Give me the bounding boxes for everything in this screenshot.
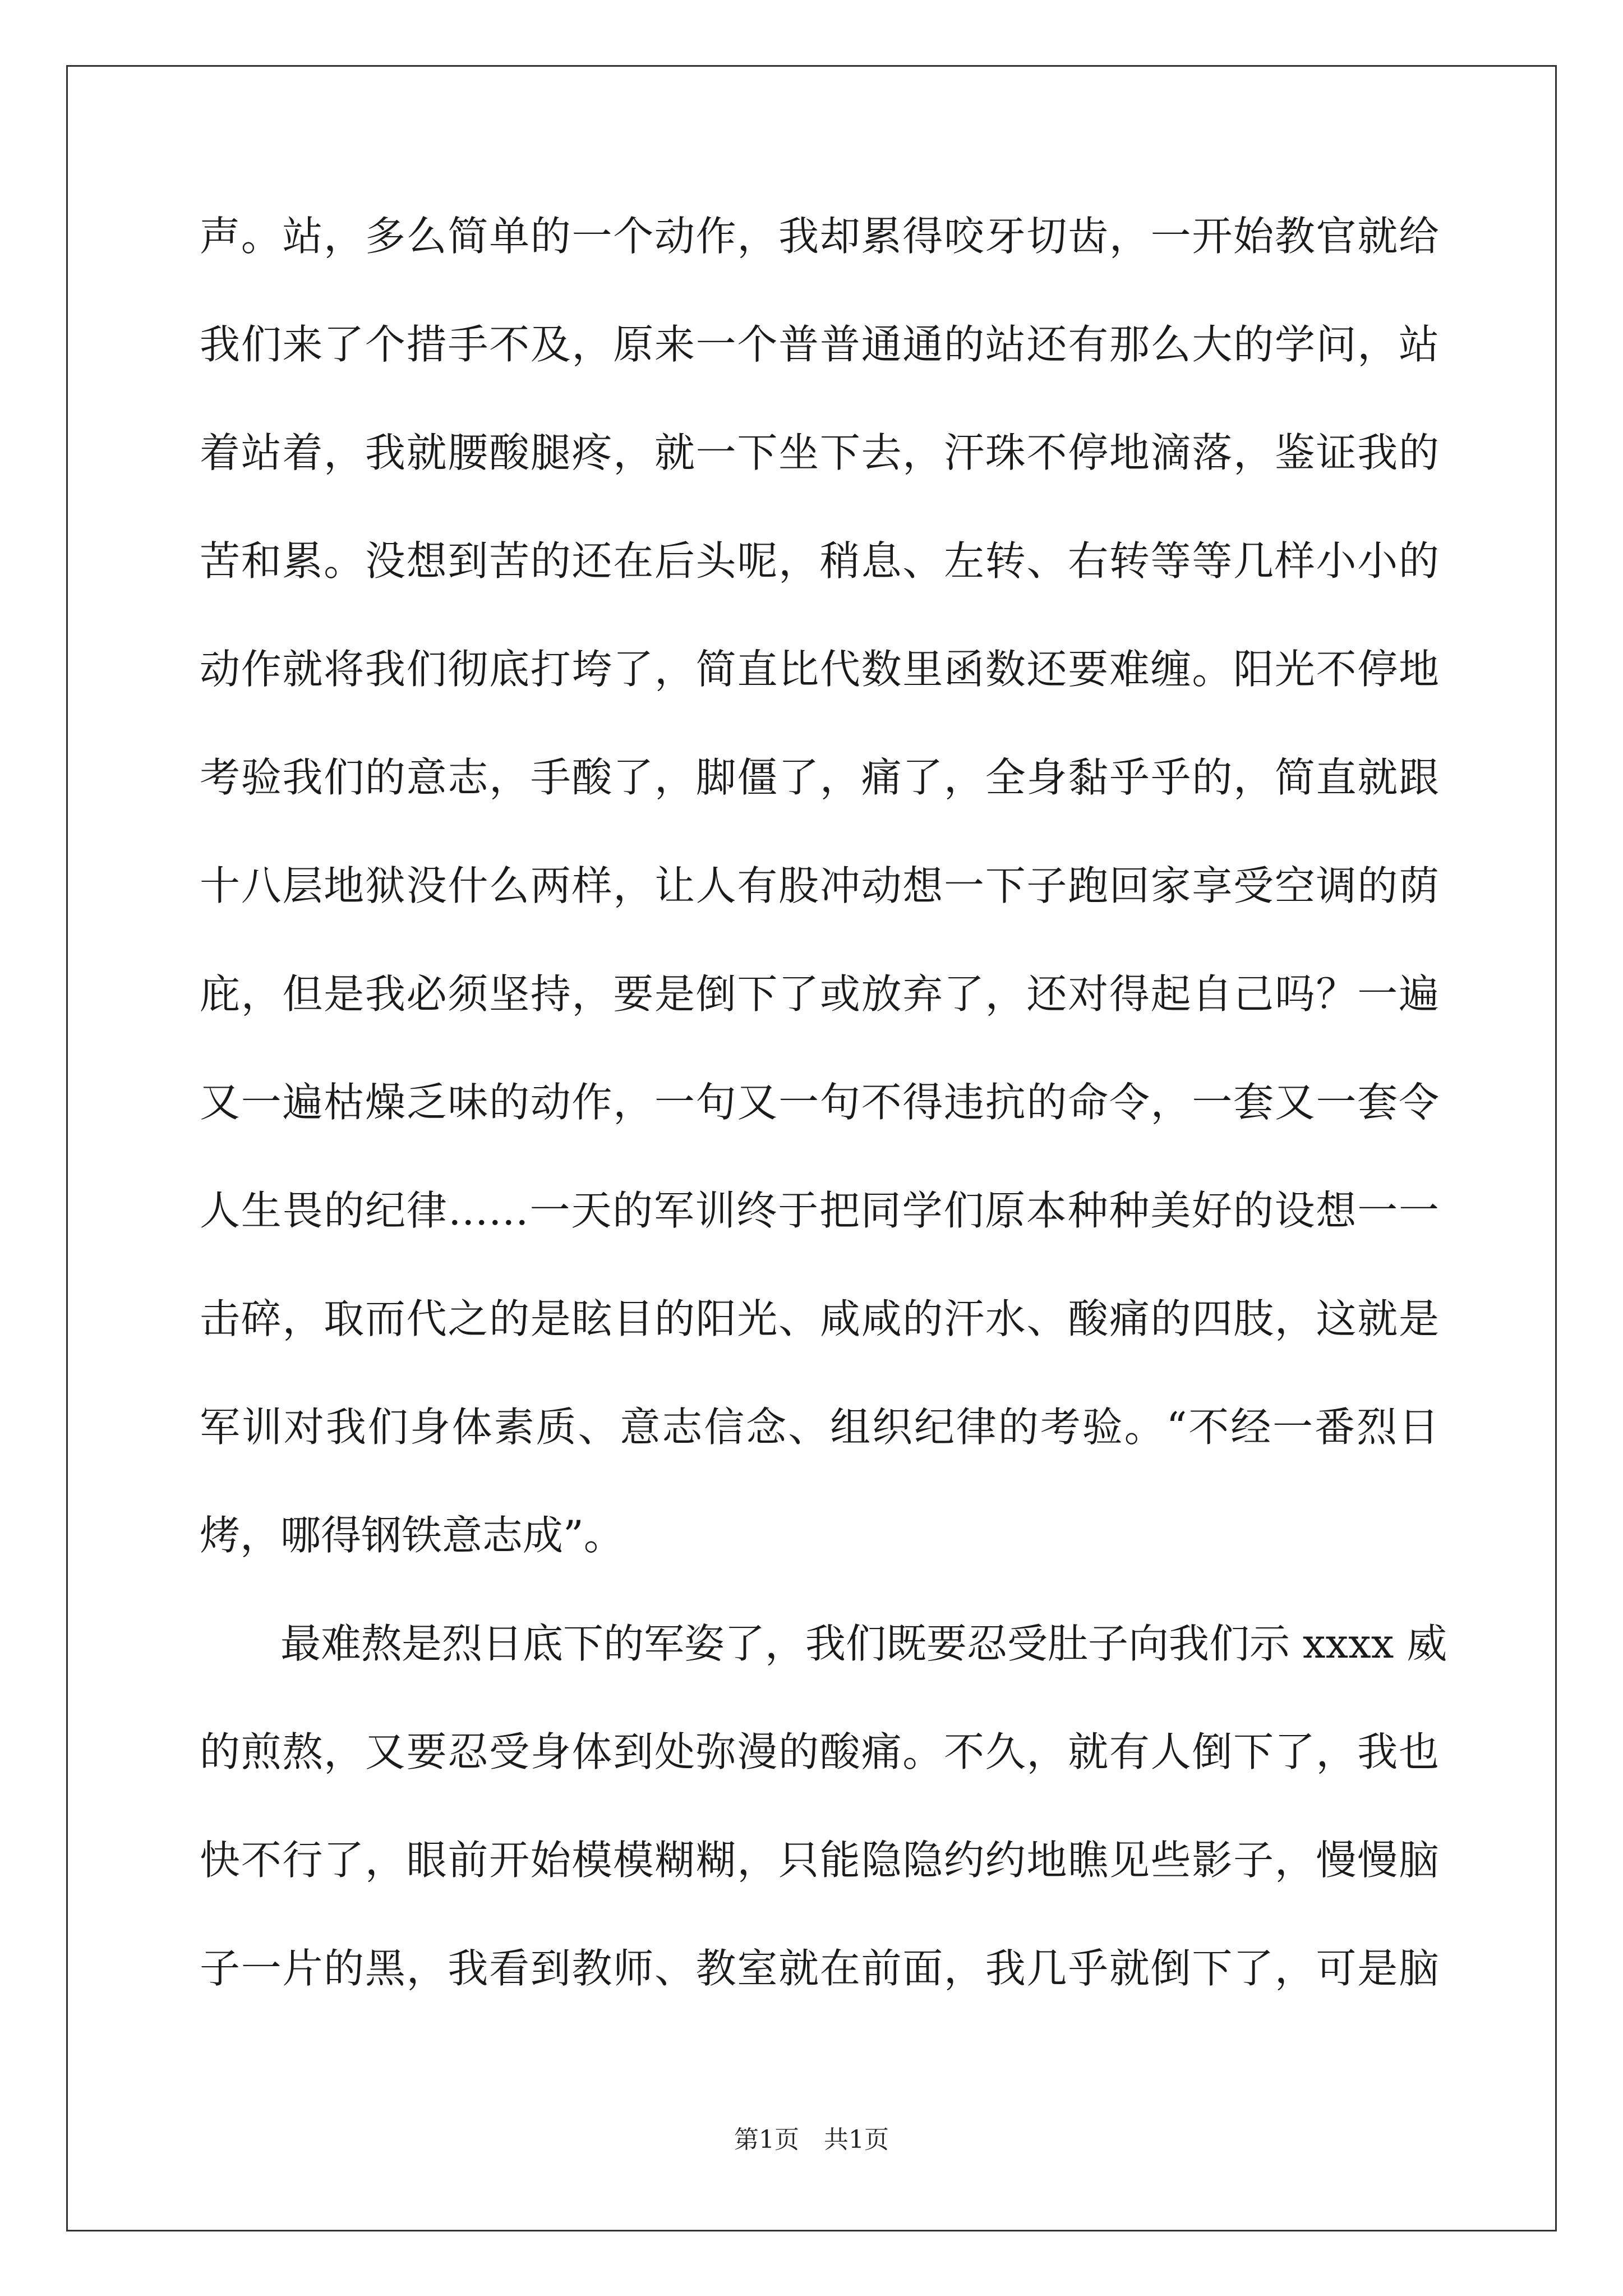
text-line: 快不行了，眼前开始模模糊糊，只能隐隐约约地瞧见些影子，慢慢脑 — [200, 1837, 1439, 1884]
text-line: 苦和累。没想到苦的还在后头呢，稍息、左转、右转等等几样小小的 — [200, 537, 1439, 585]
text-line: 动作就将我们彻底打垮了，简直比代数里函数还要难缠。阳光不停地 — [200, 646, 1439, 693]
text-line: 着站着，我就腰酸腿疼，就一下坐下去，汗珠不停地滴落，鉴证我的 — [200, 429, 1439, 476]
text-line: 烤，哪得钢铁意志成”。 — [200, 1512, 624, 1559]
page-footer: 第1页 共1页 — [734, 2125, 889, 2154]
text-line: 十八层地狱没什么两样，让人有股冲动想一下子跑回家享受空调的荫 — [200, 862, 1439, 909]
text-line: 击碎，取而代之的是眩目的阳光、咸咸的汗水、酸痛的四肢，这就是 — [200, 1295, 1439, 1342]
body-text — [200, 213, 1447, 2056]
text-line: 庇，但是我必须坚持，要是倒下了或放弃了，还对得起自己吗？一遍 — [200, 970, 1439, 1018]
text-line: 子一片的黑，我看到教师、教室就在前面，我几乎就倒下了，可是脑 — [200, 1945, 1439, 1992]
text-line: 声。站，多么简单的一个动作，我却累得咬牙切齿，一开始教官就给 — [200, 213, 1439, 260]
text-line: 我们来了个措手不及，原来一个普普通通的站还有那么大的学问，站 — [200, 321, 1439, 368]
text-line: 考验我们的意志，手酸了，脚僵了，痛了，全身黏乎乎的，简直就跟 — [200, 754, 1439, 801]
text-line: 又一遍枯燥乏味的动作，一句又一句不得违抗的命令，一套又一套令 — [200, 1079, 1439, 1126]
text-line: 军训对我们身体素质、意志信念、组织纪律的考验。“不经一番烈日 — [200, 1404, 1439, 1451]
text-line-paragraph-start: 最难熬是烈日底下的军姿了，我们既要忍受肚子向我们示 xxxx 威 — [280, 1620, 1447, 1667]
text-line: 人生畏的纪律……一天的军训终于把同学们原本种种美好的设想一一 — [200, 1187, 1439, 1234]
text-line: 的煎熬，又要忍受身体到处弥漫的酸痛。不久，就有人倒下了，我也 — [200, 1728, 1439, 1775]
